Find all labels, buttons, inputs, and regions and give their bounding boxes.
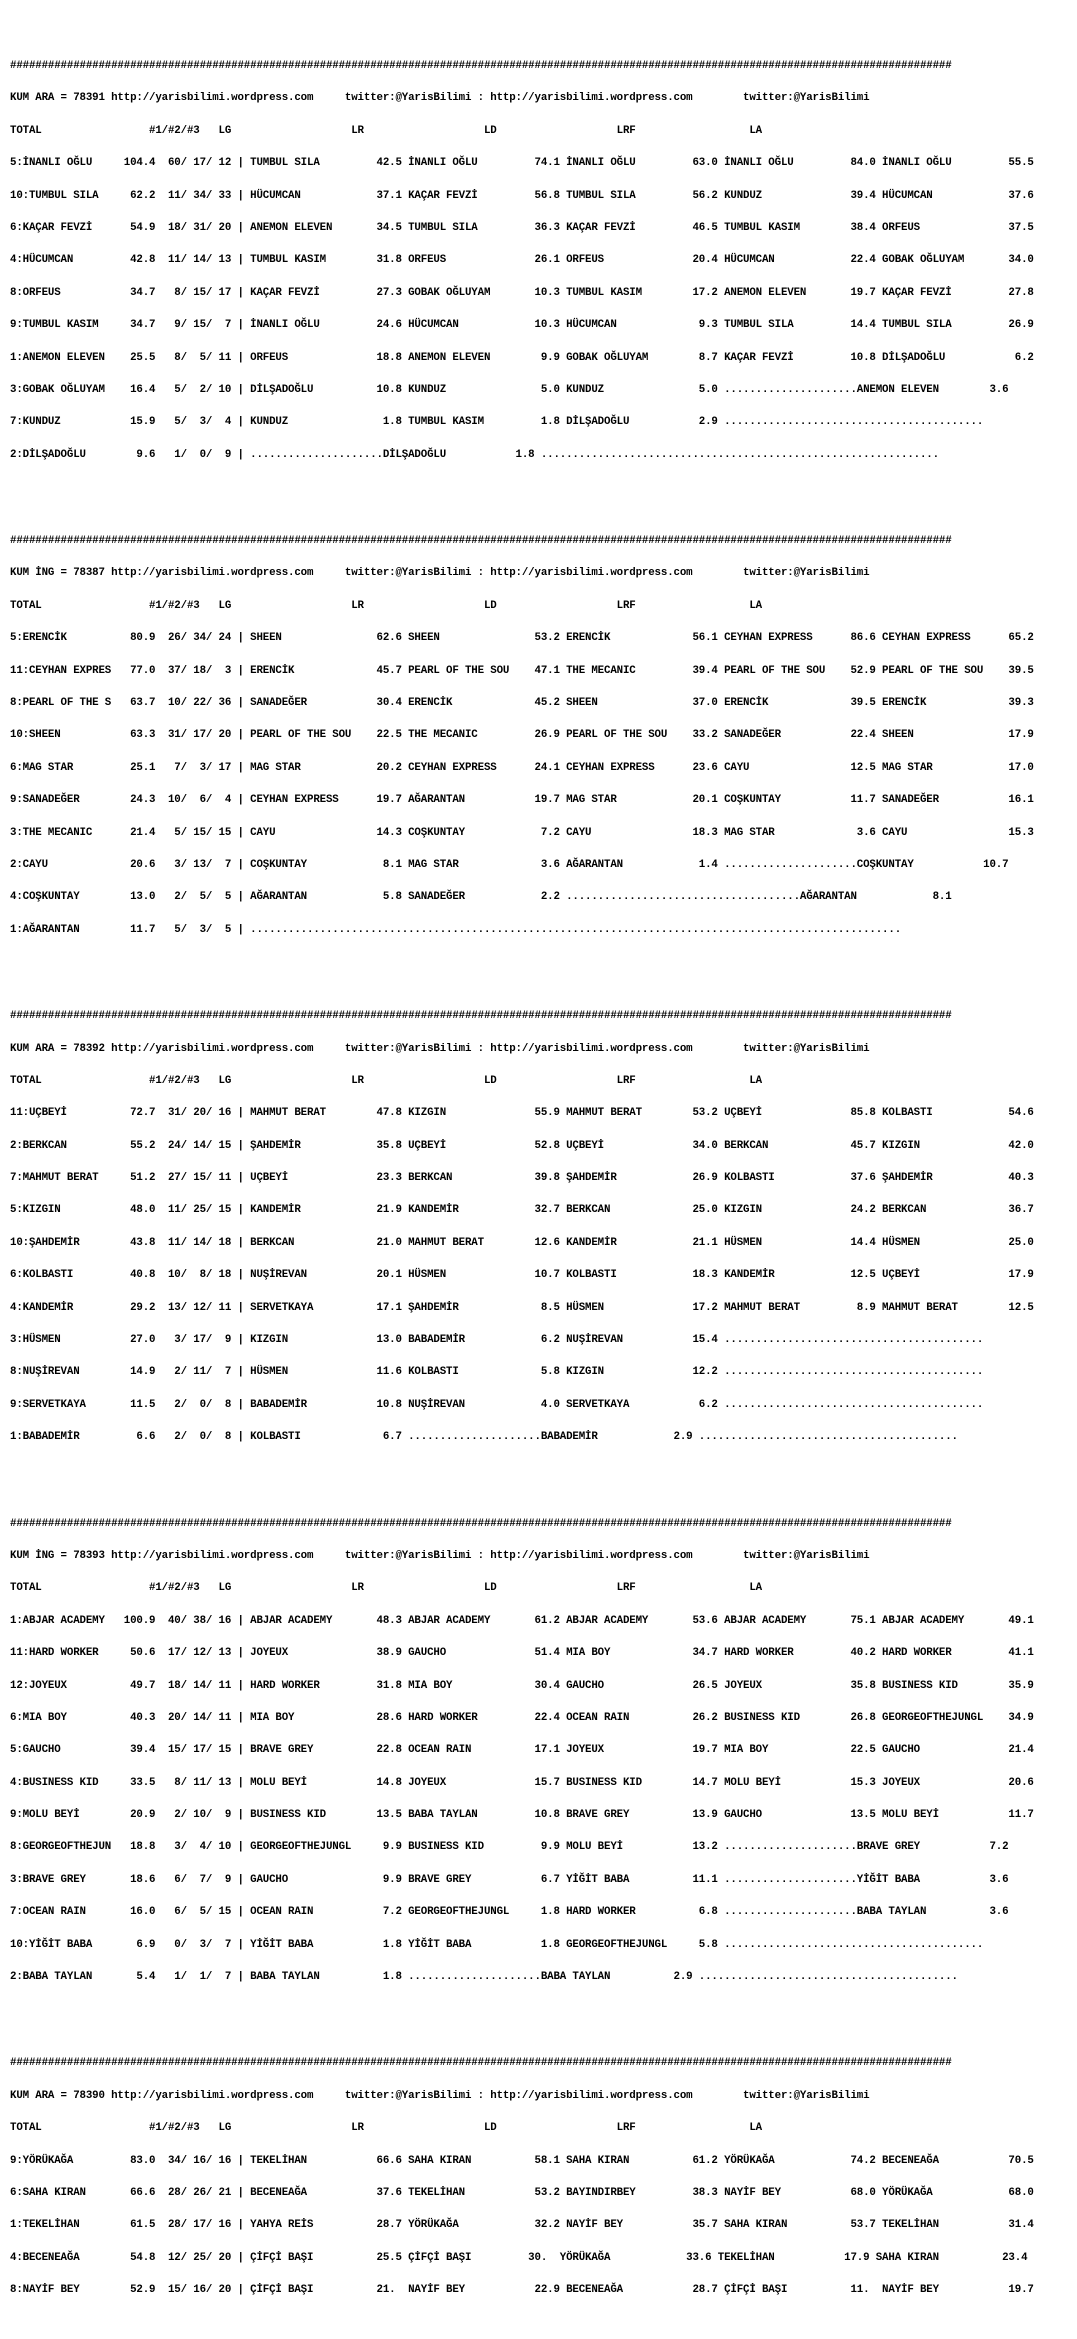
table-row: 10:ŞAHDEMİR 43.8 11/ 14/ 18 | BERKCAN 21.0 MAHMUT BERAT 12.6 KANDEMİR 21.1 HÜSMEN 14.4 HÜSMEN 25.0 xyxy=(10,1236,1034,1249)
table-row: 4:KANDEMİR 29.2 13/ 12/ 11 | SERVETKAYA 17.1 ŞAHDEMİR 8.5 HÜSMEN 17.2 MAHMUT BERAT 8.9 MAHMUT BERAT 12.5 xyxy=(10,1301,1034,1314)
table-row: 6:MIA BOY 40.3 20/ 14/ 11 | MIA BOY 28.6 HARD WORKER 22.4 OCEAN RAIN 26.2 BUSINESS KID 26.8 GEORGEOFTHEJUNGL 34.9 xyxy=(10,1711,1034,1724)
column-header: TOTAL #1/#2/#3 LG LR LD LRF LA xyxy=(10,599,762,612)
table-row: 3:HÜSMEN 27.0 3/ 17/ 9 | KIZGIN 13.0 BABADEMİR 6.2 NUŞİREVAN 15.4 ......................................... xyxy=(10,1334,984,1347)
table-row: 12:JOYEUX 49.7 18/ 14/ 11 | HARD WORKER 31.8 MIA BOY 30.4 GAUCHO 26.5 JOYEUX 35.8 BUSINESS KID 35.9 xyxy=(10,1679,1034,1692)
table-row: 5:GAUCHO 39.4 15/ 17/ 15 | BRAVE GREY 22.8 OCEAN RAIN 17.1 JOYEUX 19.7 MIA BOY 22.5 GAUCHO 21.4 xyxy=(10,1744,1034,1757)
table-row: 8:ORFEUS 34.7 8/ 15/ 17 | KAÇAR FEVZİ 27.3 GOBAK OĞLUYAM 10.3 TUMBUL KASIM 17.2 ANEMON ELEVEN 19.7 KAÇAR FEVZİ 27.8 xyxy=(10,286,1034,299)
table-row: 6:MAG STAR 25.1 7/ 3/ 17 | MAG STAR 20.2 CEYHAN EXPRESS 24.1 CEYHAN EXPRESS 23.6 CAYU 12.5 MAG STAR 17.0 xyxy=(10,761,1034,774)
table-row: 1:AĞARANTAN 11.7 5/ 3/ 5 | ....................................................................................................... xyxy=(10,923,902,936)
table-row: 1:TEKELİHAN 61.5 28/ 17/ 16 | YAHYA REİS 28.7 YÖRÜKAĞA 32.2 NAYİF BEY 35.7 SAHA KIRAN 53.7 TEKELİHAN 31.4 xyxy=(10,2219,1034,2232)
table-row: 2:CAYU 20.6 3/ 13/ 7 | COŞKUNTAY 8.1 MAG STAR 3.6 AĞARANTAN 1.4 .....................COŞKUNTAY 10.7 xyxy=(10,858,1009,871)
table-row: 4:BECENEAĞA 54.8 12/ 25/ 20 | ÇİFÇİ BAŞI 25.5 ÇİFÇİ BAŞI 30. YÖRÜKAĞA 33.6 TEKELİHAN 17.9 SAHA KIRAN 23.4 xyxy=(10,2251,1028,2264)
separator-line: ##################################################################################################################################################### xyxy=(10,2057,952,2070)
table-row: 1:ANEMON ELEVEN 25.5 8/ 5/ 11 | ORFEUS 18.8 ANEMON ELEVEN 9.9 GOBAK OĞLUYAM 8.7 KAÇAR FEVZİ 10.8 DİLŞADOĞLU 6.2 xyxy=(10,351,1034,364)
table-row: 2:BERKCAN 55.2 24/ 14/ 15 | ŞAHDEMİR 35.8 UÇBEYİ 52.8 UÇBEYİ 34.0 BERKCAN 45.7 KIZGIN 42.0 xyxy=(10,1139,1034,1152)
table-row: 6:KAÇAR FEVZİ 54.9 18/ 31/ 20 | ANEMON ELEVEN 34.5 TUMBUL SILA 36.3 KAÇAR FEVZİ 46.5 TUMBUL KASIM 38.4 ORFEUS 37.5 xyxy=(10,221,1034,234)
table-row: 8:GEORGEOFTHEJUN 18.8 3/ 4/ 10 | GEORGEOFTHEJUNGL 9.9 BUSINESS KID 9.9 MOLU BEYİ 13.2 .....................BRAVE GREY 7.2 xyxy=(10,1841,1009,1854)
race-header: KUM ARA = 78391 http://yarisbilimi.wordpress.com twitter:@YarisBilimi : http://yarisbilimi.wordpress.com twitter:@YarisBilimi xyxy=(10,92,870,105)
table-row: 6:SAHA KIRAN 66.6 28/ 26/ 21 | BECENEAĞA 37.6 TEKELİHAN 53.2 BAYINDIRBEY 38.3 NAYİF BEY 68.0 YÖRÜKAĞA 68.0 xyxy=(10,2186,1034,2199)
separator-line: ##################################################################################################################################################### xyxy=(10,59,952,72)
table-row: 8:NAYİF BEY 52.9 15/ 16/ 20 | ÇİFÇİ BAŞI 21. NAYİF BEY 22.9 BECENEAĞA 28.7 ÇİFÇİ BAŞI 11. NAYİF BEY 19.7 xyxy=(10,2284,1034,2297)
race-block-78393 xyxy=(10,1497,1077,2004)
table-row: 9:SERVETKAYA 11.5 2/ 0/ 8 | BABADEMİR 10.8 NUŞİREVAN 4.0 SERVETKAYA 6.2 ......................................... xyxy=(10,1398,984,1411)
race-header: KUM ARA = 78390 http://yarisbilimi.wordpress.com twitter:@YarisBilimi : http://yarisbilimi.wordpress.com twitter:@YarisBilimi xyxy=(10,2089,870,2102)
table-row: 8:NUŞİREVAN 14.9 2/ 11/ 7 | HÜSMEN 11.6 KOLBASTI 5.8 KIZGIN 12.2 ......................................... xyxy=(10,1366,984,1379)
table-row: 1:BABADEMİR 6.6 2/ 0/ 8 | KOLBASTI 6.7 .....................BABADEMİR 2.9 ......................................... xyxy=(10,1431,958,1444)
separator-line: ##################################################################################################################################################### xyxy=(10,1517,952,1530)
column-header: TOTAL #1/#2/#3 LG LR LD LRF LA xyxy=(10,2122,762,2135)
table-row: 7:KUNDUZ 15.9 5/ 3/ 4 | KUNDUZ 1.8 TUMBUL KASIM 1.8 DİLŞADOĞLU 2.9 ......................................... xyxy=(10,416,984,429)
table-row: 4:HÜCUMCAN 42.8 11/ 14/ 13 | TUMBUL KASIM 31.8 ORFEUS 26.1 ORFEUS 20.4 HÜCUMCAN 22.4 GOBAK OĞLUYAM 34.0 xyxy=(10,254,1034,267)
table-row: 7:OCEAN RAIN 16.0 6/ 5/ 15 | OCEAN RAIN 7.2 GEORGEOFTHEJUNGL 1.8 HARD WORKER 6.8 .....................BABA TAYLAN 3.6 xyxy=(10,1906,1009,1919)
table-row: 11:CEYHAN EXPRES 77.0 37/ 18/ 3 | ERENCİK 45.7 PEARL OF THE SOU 47.1 THE MECANIC 39.4 PEARL OF THE SOU 52.9 PEARL OF THE SOU 39.5 xyxy=(10,664,1034,677)
table-row: 3:GOBAK OĞLUYAM 16.4 5/ 2/ 10 | DİLŞADOĞLU 10.8 KUNDUZ 5.0 KUNDUZ 5.0 .....................ANEMON ELEVEN 3.6 xyxy=(10,383,1009,396)
table-row: 9:SANADEĞER 24.3 10/ 6/ 4 | CEYHAN EXPRESS 19.7 AĞARANTAN 19.7 MAG STAR 20.1 COŞKUNTAY 11.7 SANADEĞER 16.1 xyxy=(10,794,1034,807)
table-row: 4:COŞKUNTAY 13.0 2/ 5/ 5 | AĞARANTAN 5.8 SANADEĞER 2.2 .....................................AĞARANTAN 8.1 xyxy=(10,891,952,904)
race-header: KUM İNG = 78393 http://yarisbilimi.wordpress.com twitter:@YarisBilimi : http://yarisbilimi.wordpress.com twitter:@YarisBilimi xyxy=(10,1549,870,1562)
separator-line: ##################################################################################################################################################### xyxy=(10,535,952,548)
table-row: 1:ABJAR ACADEMY 100.9 40/ 38/ 16 | ABJAR ACADEMY 48.3 ABJAR ACADEMY 61.2 ABJAR ACADEMY 53.6 ABJAR ACADEMY 75.1 ABJAR ACADEMY 49.1 xyxy=(10,1614,1034,1627)
column-header: TOTAL #1/#2/#3 LG LR LD LRF LA xyxy=(10,124,762,137)
table-row: 2:DİLŞADOĞLU 9.6 1/ 0/ 9 | .....................DİLŞADOĞLU 1.8 ............................................................... xyxy=(10,448,939,461)
table-row: 2:BABA TAYLAN 5.4 1/ 1/ 7 | BABA TAYLAN 1.8 .....................BABA TAYLAN 2.9 ......................................... xyxy=(10,1971,958,1984)
table-row: 11:HARD WORKER 50.6 17/ 12/ 13 | JOYEUX 38.9 GAUCHO 51.4 MIA BOY 34.7 HARD WORKER 40.2 HARD WORKER 41.1 xyxy=(10,1647,1034,1660)
table-row: 3:BRAVE GREY 18.6 6/ 7/ 9 | GAUCHO 9.9 BRAVE GREY 6.7 YİĞİT BABA 11.1 .....................YİĞİT BABA 3.6 xyxy=(10,1873,1009,1886)
table-row: 4:BUSINESS KID 33.5 8/ 11/ 13 | MOLU BEYİ 14.8 JOYEUX 15.7 BUSINESS KID 14.7 MOLU BEYİ 15.3 JOYEUX 20.6 xyxy=(10,1776,1034,1789)
table-row: 10:YİĞİT BABA 6.9 0/ 3/ 7 | YİĞİT BABA 1.8 YİĞİT BABA 1.8 GEORGEOFTHEJUNGL 5.8 ......................................... xyxy=(10,1938,984,1951)
table-row: 5:ERENCİK 80.9 26/ 34/ 24 | SHEEN 62.6 SHEEN 53.2 ERENCİK 56.1 CEYHAN EXPRESS 86.6 CEYHAN EXPRESS 65.2 xyxy=(10,632,1034,645)
table-row: 7:MAHMUT BERAT 51.2 27/ 15/ 11 | UÇBEYİ 23.3 BERKCAN 39.8 ŞAHDEMİR 26.9 KOLBASTI 37.6 ŞAHDEMİR 40.3 xyxy=(10,1172,1034,1185)
race-block-78390 xyxy=(10,2037,1077,2318)
column-header: TOTAL #1/#2/#3 LG LR LD LRF LA xyxy=(10,1582,762,1595)
table-row: 9:MOLU BEYİ 20.9 2/ 10/ 9 | BUSINESS KID 13.5 BABA TAYLAN 10.8 BRAVE GREY 13.9 GAUCHO 13.5 MOLU BEYİ 11.7 xyxy=(10,1809,1034,1822)
table-row: 6:KOLBASTI 40.8 10/ 8/ 18 | NUŞİREVAN 20.1 HÜSMEN 10.7 KOLBASTI 18.3 KANDEMİR 12.5 UÇBEYİ 17.9 xyxy=(10,1269,1034,1282)
table-row: 8:PEARL OF THE S 63.7 10/ 22/ 36 | SANADEĞER 30.4 ERENCİK 45.2 SHEEN 37.0 ERENCİK 39.5 ERENCİK 39.3 xyxy=(10,697,1034,709)
table-row: 11:UÇBEYİ 72.7 31/ 20/ 16 | MAHMUT BERAT 47.8 KIZGIN 55.9 MAHMUT BERAT 53.2 UÇBEYİ 85.8 KOLBASTI 54.6 xyxy=(10,1107,1034,1120)
race-header: KUM ARA = 78392 http://yarisbilimi.wordpress.com twitter:@YarisBilimi : http://yarisbilimi.wordpress.com twitter:@YarisBilimi xyxy=(10,1042,870,1055)
table-row: 10:SHEEN 63.3 31/ 17/ 20 | PEARL OF THE SOU 22.5 THE MECANIC 26.9 PEARL OF THE SOU 33.2 SANADEĞER 22.4 SHEEN 17.9 xyxy=(10,729,1034,742)
table-row: 5:KIZGIN 48.0 11/ 25/ 15 | KANDEMİR 21.9 KANDEMİR 32.7 BERKCAN 25.0 KIZGIN 24.2 BERKCAN 36.7 xyxy=(10,1204,1034,1217)
table-row: 9:TUMBUL KASIM 34.7 9/ 15/ 7 | İNANLI OĞLU 24.6 HÜCUMCAN 10.3 HÜCUMCAN 9.3 TUMBUL SILA 14.4 TUMBUL SILA 26.9 xyxy=(10,319,1034,332)
table-row: 9:YÖRÜKAĞA 83.0 34/ 16/ 16 | TEKELİHAN 66.6 SAHA KIRAN 58.1 SAHA KIRAN 61.2 YÖRÜKAĞA 74.2 BECENEAĞA 70.5 xyxy=(10,2154,1034,2167)
table-row: 10:TUMBUL SILA 62.2 11/ 34/ 33 | HÜCUMCAN 37.1 KAÇAR FEVZİ 56.8 TUMBUL SILA 56.2 KUNDUZ 39.4 HÜCUMCAN 37.6 xyxy=(10,189,1034,202)
column-header: TOTAL #1/#2/#3 LG LR LD LRF LA xyxy=(10,1074,762,1087)
race-header: KUM İNG = 78387 http://yarisbilimi.wordpress.com twitter:@YarisBilimi : http://yarisbilimi.wordpress.com twitter:@YarisBilimi xyxy=(10,567,870,580)
race-block-78392 xyxy=(10,990,1077,1465)
separator-line: ##################################################################################################################################################### xyxy=(10,1010,952,1023)
table-row: 3:THE MECANIC 21.4 5/ 15/ 15 | CAYU 14.3 COŞKUNTAY 7.2 CAYU 18.3 MAG STAR 3.6 CAYU 15.3 xyxy=(10,826,1034,839)
table-row: 5:İNANLI OĞLU 104.4 60/ 17/ 12 | TUMBUL SILA 42.5 İNANLI OĞLU 74.1 İNANLI OĞLU 63.0 İNANLI OĞLU 84.0 İNANLI OĞLU 55.5 xyxy=(10,157,1034,170)
race-block-78387 xyxy=(10,514,1077,957)
race-block-78391 xyxy=(10,39,1077,482)
